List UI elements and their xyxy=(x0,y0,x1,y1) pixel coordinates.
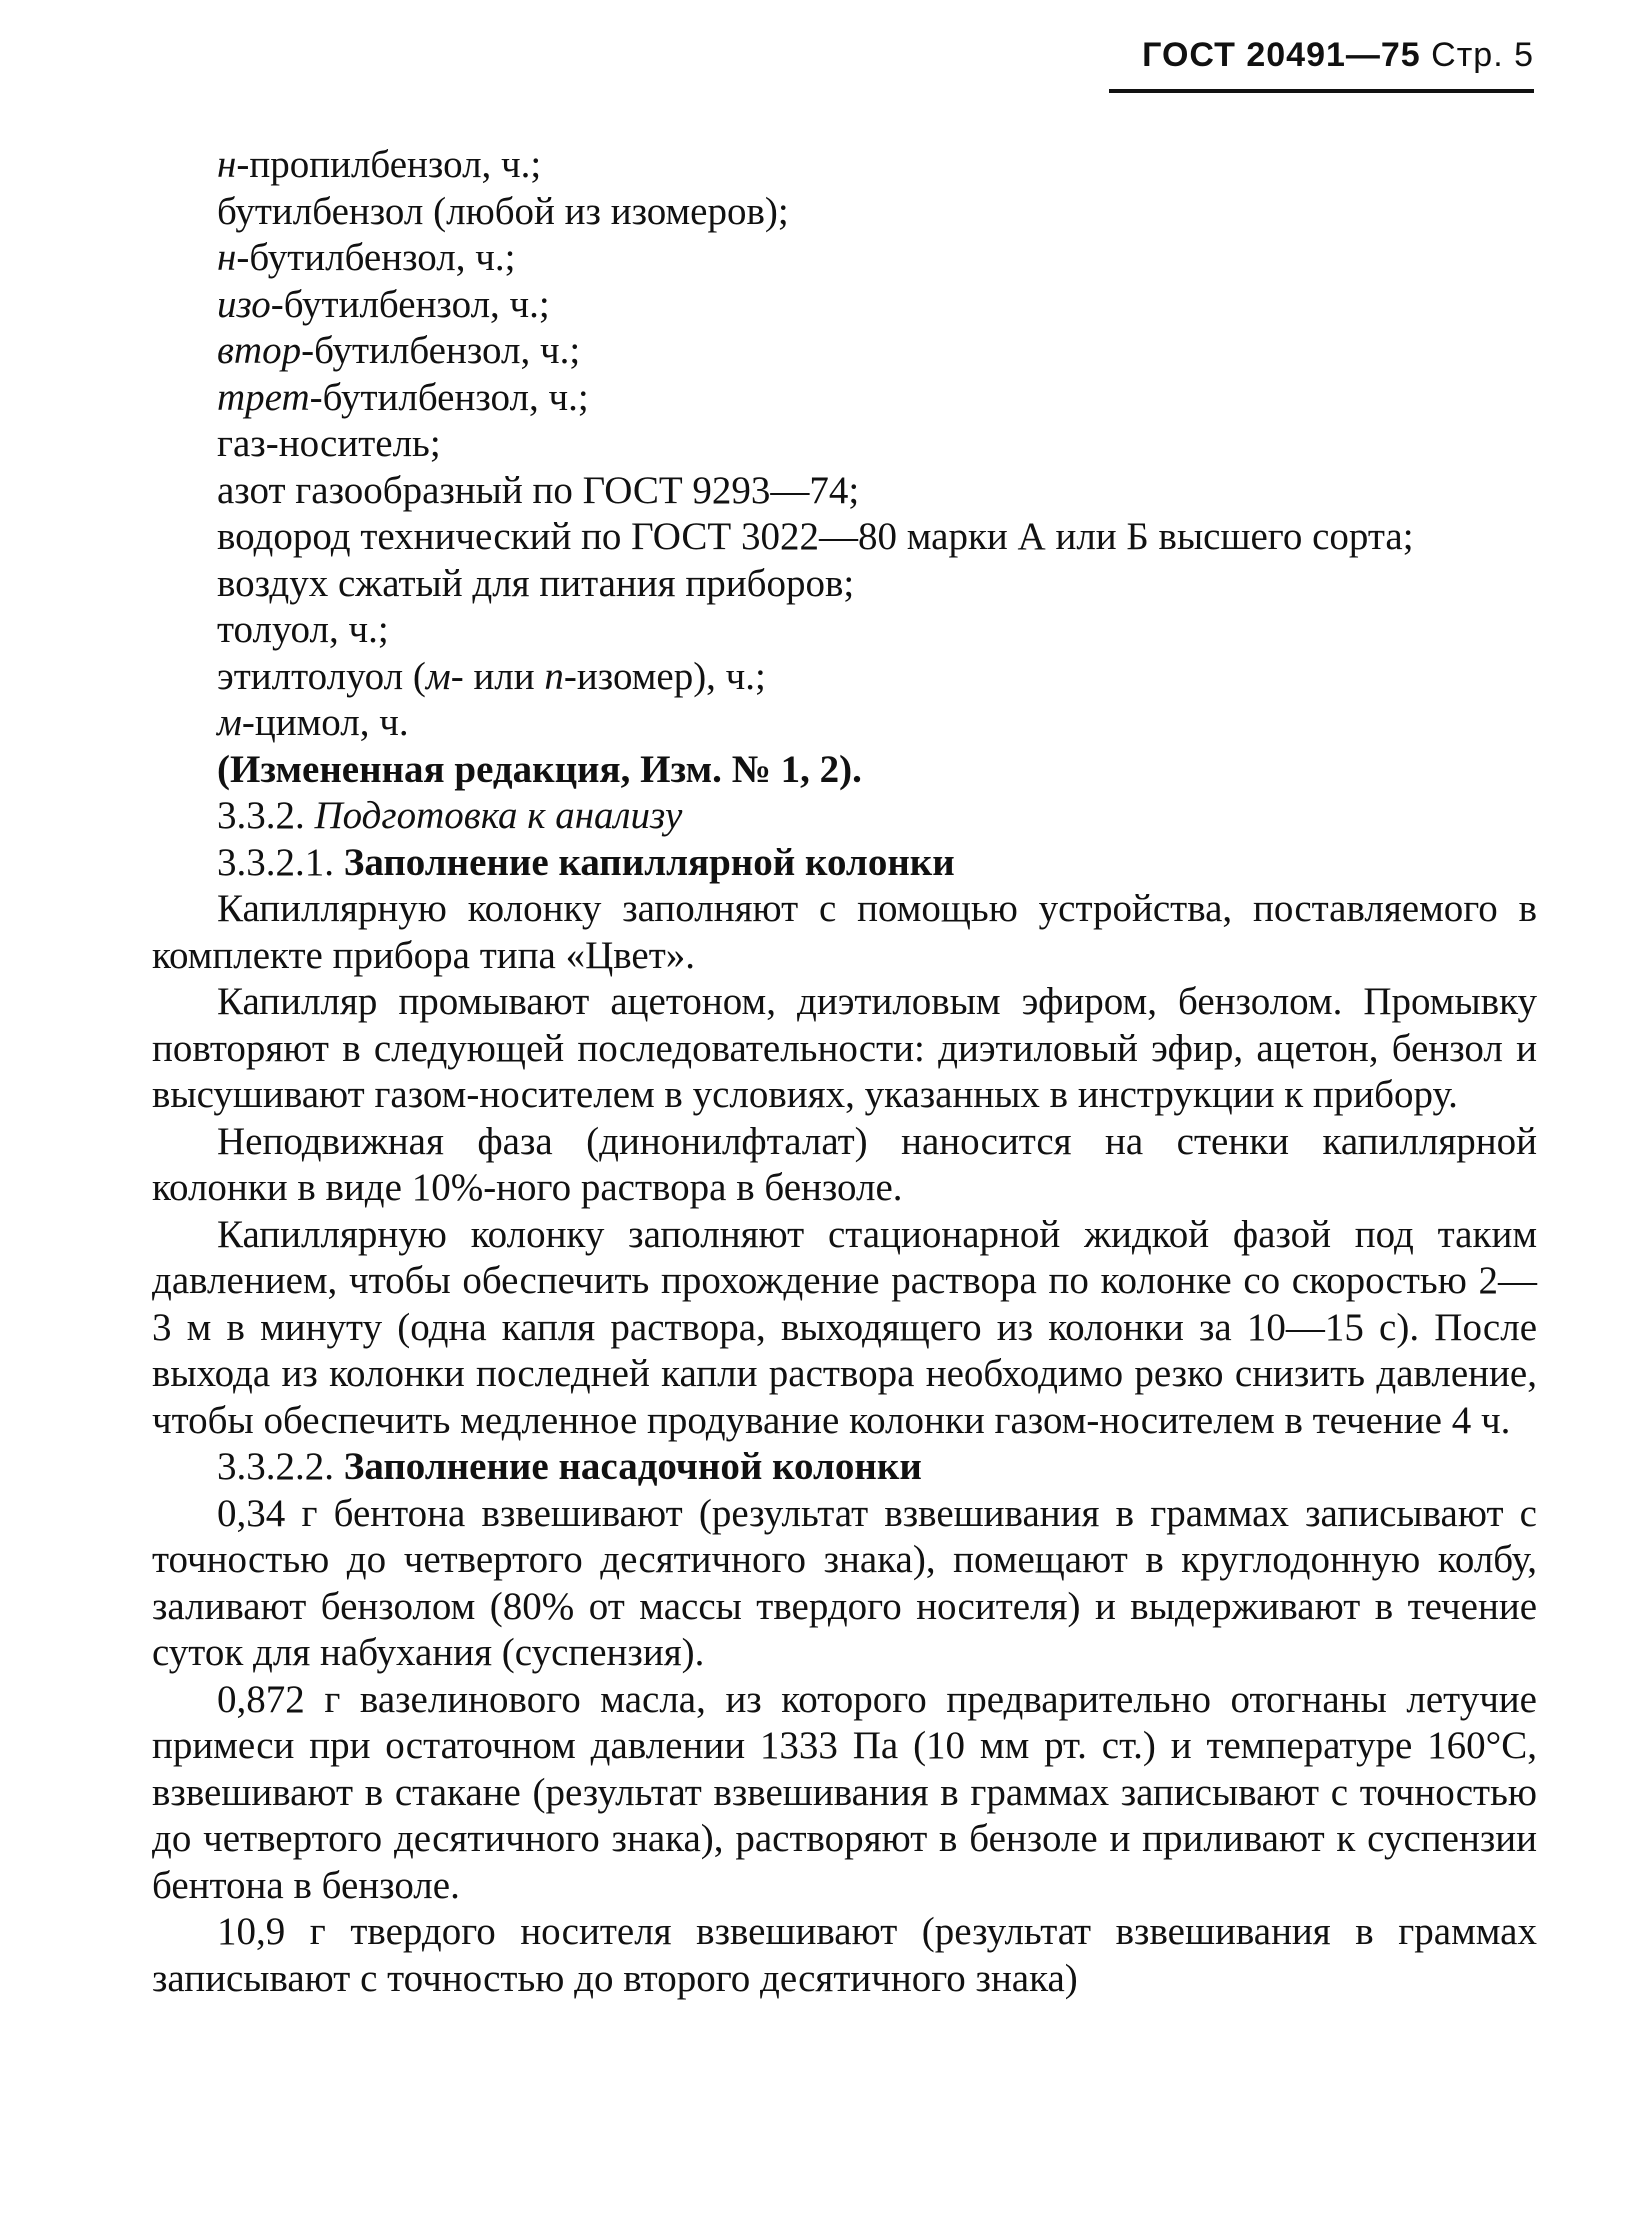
italic-prefix: трет xyxy=(217,375,310,419)
italic-prefix: изо xyxy=(217,282,271,326)
paragraph: 10,9 г твердого носителя взвешивают (результат взвешивания в граммах записывают с точностью до второго десятичного знака) xyxy=(152,1910,1537,2000)
list-text: - или xyxy=(450,654,545,698)
page-number: Стр. 5 xyxy=(1431,36,1534,74)
paragraph: Неподвижная фаза (динонилфталат) наносится на стенки капиллярной колонки в виде 10%-ного раствора в бензоле. xyxy=(152,1119,1537,1209)
list-item xyxy=(152,654,1537,701)
list-item xyxy=(152,235,1537,282)
list-item: газ-носитель; xyxy=(217,422,441,465)
section-heading-3-3-2-2 xyxy=(152,1444,1537,1491)
list-text: -изомер), ч.; xyxy=(563,654,766,698)
section-title: Заполнение капиллярной колонки xyxy=(343,840,955,884)
section-number: 3.3.2. xyxy=(217,794,315,837)
paragraph: Капиллярную колонку заполняют стационарной жидкой фазой под таким давлением, чтобы обеспечить прохождение раствора по колонке со скоростью 2—3 м в минуту (одна капля раствора, выходящего из колонки за 10—15 с). После выхода из колонки последней капли раствора необходимо резко снизить давление, чтобы обеспечить медленное продувание колонки газом-носителем в течение 4 ч. xyxy=(152,1212,1537,1442)
paragraph: 0,34 г бентона взвешивают (результат взвешивания в граммах записывают с точностью до четвертого десятичного знака), помещают в круглодонную колбу, заливают бензолом (80% от массы твердого носителя) и выдерживают в течение суток для набухания (суспензия). xyxy=(152,1491,1537,1674)
list-item: толуол, ч.; xyxy=(217,608,389,651)
italic-prefix: н xyxy=(217,143,237,186)
list-item xyxy=(152,282,1537,329)
list-text: -бутилбензол, ч.; xyxy=(236,236,516,279)
list-item xyxy=(152,142,1537,189)
italic-prefix: втор xyxy=(217,329,302,372)
section-number: 3.3.2.2. xyxy=(217,1445,344,1488)
list-text: -бутилбензол, ч.; xyxy=(309,375,589,419)
paragraph: 0,872 г вазелинового масла, из которого предварительно отогнаны летучие примеси при остаточном давлении 1333 Па (10 мм рт. ст.) и температуре 160°С, взвешивают в стакане (результат взвешивания в граммах записывают с точностью до четвертого десятичного знака), растворяют в бензоле и приливают к суспензии бентона в бензоле. xyxy=(152,1677,1537,1907)
list-text: -бутилбензол, ч.; xyxy=(270,282,550,326)
list-text: этилтолуол ( xyxy=(217,654,426,698)
header-rule xyxy=(1109,89,1534,93)
section-title: Заполнение насадочной колонки xyxy=(343,1445,922,1488)
paragraph: Капилляр промывают ацетоном, диэтиловым эфиром, бензолом. Промывку повторяют в следующей последовательности: диэтиловый эфир, ацетон, бензол и высушивают газом-носителем в условиях, указанных в инструкции к прибору. xyxy=(152,980,1537,1116)
italic-prefix: н xyxy=(217,236,237,279)
section-heading-3-3-2-1 xyxy=(152,840,1537,887)
list-text: -бутилбензол, ч.; xyxy=(301,329,581,372)
list-text: -пропилбензол, ч.; xyxy=(236,143,542,186)
section-heading-3-3-2 xyxy=(152,793,1537,840)
list-item: воздух сжатый для питания приборов; xyxy=(217,561,855,605)
section-title: Подготовка к анализу xyxy=(314,794,683,837)
italic-prefix: м xyxy=(217,701,242,744)
standard-number: ГОСТ 20491—75 xyxy=(1142,36,1421,74)
list-item xyxy=(152,700,1537,747)
section-number: 3.3.2.1. xyxy=(217,840,344,884)
list-item xyxy=(152,375,1537,422)
list-item xyxy=(152,328,1537,375)
page-header xyxy=(1114,36,1534,75)
list-item: бутилбензол (любой из изомеров); xyxy=(217,189,789,233)
document-body xyxy=(152,142,1537,2002)
list-item: водород технический по ГОСТ 3022—80 марки А или Б высшего сорта; xyxy=(217,515,1414,558)
amendment-note: (Измененная редакция, Изм. № 1, 2). xyxy=(217,747,862,791)
list-item: азот газообразный по ГОСТ 9293—74; xyxy=(217,468,860,512)
list-text: -цимол, ч. xyxy=(241,701,409,744)
paragraph: Капиллярную колонку заполняют с помощью устройства, поставляемого в комплекте прибора типа «Цвет». xyxy=(152,887,1537,977)
italic-prefix: п xyxy=(544,654,564,698)
italic-prefix: м xyxy=(425,654,451,698)
